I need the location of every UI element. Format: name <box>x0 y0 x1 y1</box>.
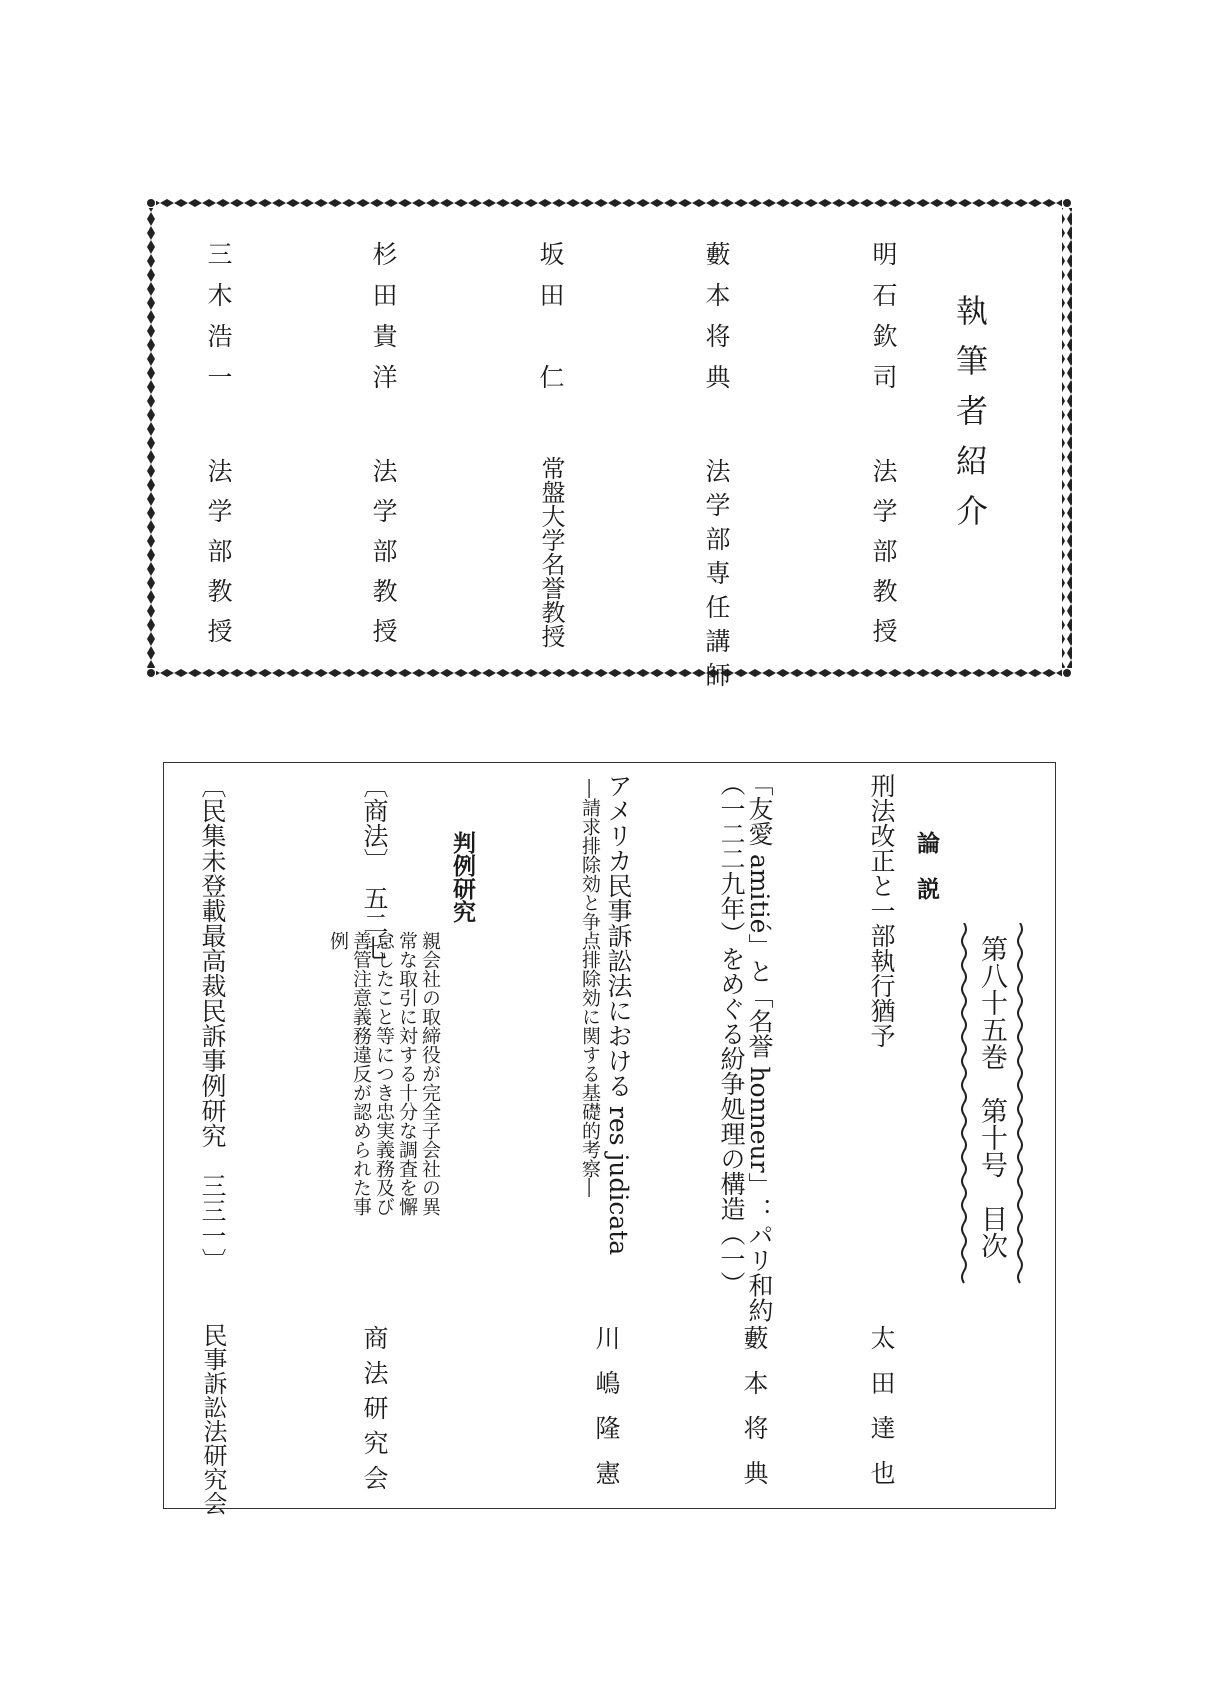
contents-box <box>163 762 1056 1515</box>
case-author: 民事訴訟法研究会 <box>199 1323 227 1515</box>
authors-box <box>146 198 1072 696</box>
case-label: 〔民集未登載最高裁民訴事例研究 三三一〕 <box>198 773 227 1273</box>
author-name: 明石欽司 <box>869 241 898 405</box>
article-title: 刑法改正と一部執行猶予 <box>867 773 896 1048</box>
author-name: 藪本将典 <box>702 241 731 405</box>
article-author: 藪本将典 <box>740 1325 769 1505</box>
article-author: 太田達也 <box>867 1325 896 1505</box>
article-author: 川嶋隆憲 <box>592 1325 621 1505</box>
case-description-line: 善管注意義務違反が認められた事 <box>350 931 372 1216</box>
article-title-line: （一二二九年）をめぐる紛争処理の構造（一） <box>717 771 746 1296</box>
author-name: 杉田貴洋 <box>369 241 398 405</box>
issue-title: 第八十五巻 第十号 目次 <box>976 935 1007 1259</box>
case-description-line: 親会社の取締役が完全子会社の異 <box>419 931 441 1216</box>
section-heading-hanrei: 判例研究 <box>449 831 475 923</box>
case-description-line: 例 <box>327 931 349 950</box>
article-title: アメリカ民事訴訟法における res judicata <box>604 773 633 1256</box>
author-role: 常盤大学名誉教授 <box>537 456 565 648</box>
case-description-line: 怠したこと等につき忠実義務及び <box>373 931 395 1216</box>
case-author: 商法研究会 <box>360 1325 389 1500</box>
author-role: 法学部教授 <box>869 458 898 658</box>
case-description-line: 常な取引に対する十分な調査を懈 <box>396 931 418 1216</box>
author-name: 三木浩一 <box>204 241 233 405</box>
issue-title-frame <box>960 923 1026 1285</box>
decorative-border <box>146 198 1072 678</box>
article-subtitle: ―請求排除効と争点排除効に関する基礎的考察― <box>579 779 601 1197</box>
author-role: 法学部教授 <box>369 458 398 658</box>
section-heading-ronsetsu: 論 説 <box>913 831 939 900</box>
case-label: 〔商法〕 五二七 <box>360 773 389 961</box>
authors-title: 執筆者紹介 <box>951 294 989 544</box>
article-title-line: 「友愛 amitié」と「名誉 honneur」：パリ和約 <box>745 771 774 1323</box>
author-role: 法学部教授 <box>204 458 233 658</box>
author-name: 坂田 仁 <box>536 241 565 405</box>
author-role: 法学部専任講師 <box>702 458 731 696</box>
